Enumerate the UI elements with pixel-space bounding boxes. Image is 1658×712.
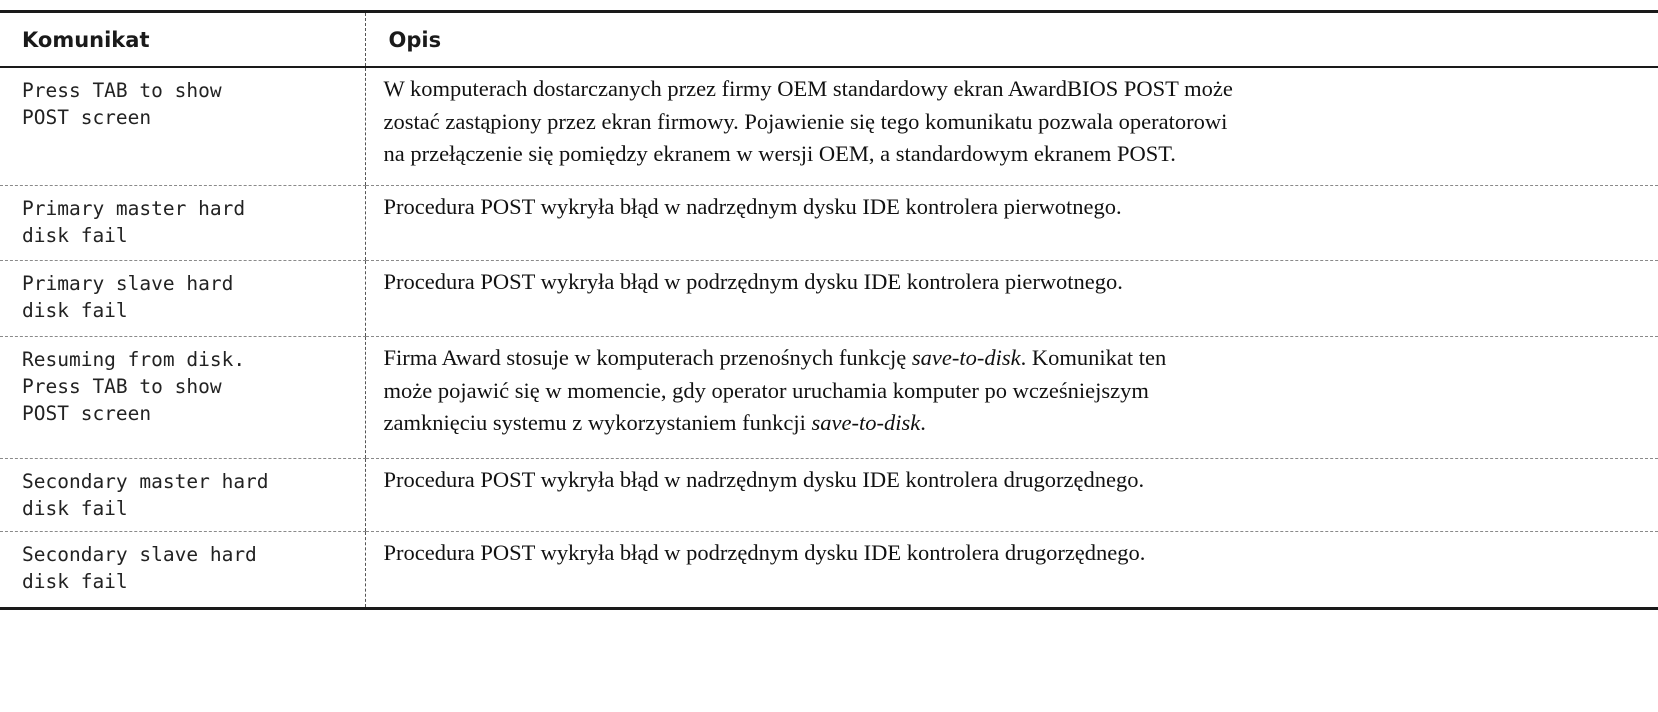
message-line: Secondary master hard xyxy=(22,470,269,493)
message-cell xyxy=(0,67,365,186)
description-text: . Komunikat ten xyxy=(1020,345,1167,370)
message-line: POST screen xyxy=(22,106,152,129)
description-line xyxy=(384,407,1651,440)
post-messages-table xyxy=(0,10,1658,610)
description-line: na przełączenie się pomiędzy ekranem w wersji OEM, a standardowym ekranem POST. xyxy=(383,141,1176,166)
description-text: . xyxy=(920,410,926,435)
header-message: Komunikat xyxy=(0,12,365,68)
message-line: POST screen xyxy=(22,402,152,425)
message-line: Press TAB to show xyxy=(22,79,222,102)
message-cell xyxy=(0,532,365,609)
description-cell xyxy=(365,261,1658,337)
description-line: może pojawić się w momencie, gdy operator uruchamia komputer po wcześniejszym xyxy=(383,377,1149,403)
description-cell xyxy=(365,67,1658,186)
description-line: Procedura POST wykryła błąd w podrzędnym dysku IDE kontrolera drugorzędnego. xyxy=(383,540,1146,565)
message-line: Primary slave hard xyxy=(22,272,234,295)
description-line: Procedura POST wykryła błąd w nadrzędnym dysku IDE kontrolera drugorzędnego. xyxy=(383,467,1145,492)
description-cell xyxy=(365,337,1658,459)
description-line: Procedura POST wykryła błąd w podrzędnym dysku IDE kontrolera pierwotnego. xyxy=(383,269,1123,294)
message-line: Primary master hard xyxy=(22,197,246,220)
description-line: zostać zastąpiony przez ekran firmowy. Pojawienie się tego komunikatu pozwala operatorowi xyxy=(383,108,1228,134)
description-line: Procedura POST wykryła błąd w nadrzędnym dysku IDE kontrolera pierwotnego. xyxy=(383,194,1122,219)
description-cell xyxy=(365,186,1658,261)
table-header-row xyxy=(0,12,1658,68)
table-row xyxy=(0,261,1658,337)
message-line: disk fail xyxy=(22,497,128,520)
message-line: disk fail xyxy=(22,224,128,247)
description-cell xyxy=(365,459,1658,532)
message-line: Secondary slave hard xyxy=(22,543,257,566)
description-emphasis: save-to-disk xyxy=(911,345,1021,370)
description-emphasis: save-to-disk xyxy=(811,410,921,435)
header-description: Opis xyxy=(365,12,1658,68)
description-text: zamknięciu systemu z wykorzystaniem funkcji xyxy=(383,410,812,435)
message-cell xyxy=(0,459,365,532)
table-row xyxy=(0,186,1658,261)
description-text: Firma Award stosuje w komputerach przenośnych funkcję xyxy=(383,345,912,370)
description-line xyxy=(384,342,1651,375)
description-line: W komputerach dostarczanych przez firmy OEM standardowy ekran AwardBIOS POST może xyxy=(383,76,1233,101)
message-line: disk fail xyxy=(22,299,128,322)
message-cell xyxy=(0,261,365,337)
message-line: disk fail xyxy=(22,570,128,593)
message-cell xyxy=(0,186,365,261)
message-line: Resuming from disk. xyxy=(22,348,246,371)
message-line: Press TAB to show xyxy=(22,375,222,398)
description-cell xyxy=(365,532,1658,609)
table-row xyxy=(0,532,1658,609)
message-cell xyxy=(0,337,365,459)
table-row xyxy=(0,337,1658,459)
table-row xyxy=(0,67,1658,186)
table-row xyxy=(0,459,1658,532)
